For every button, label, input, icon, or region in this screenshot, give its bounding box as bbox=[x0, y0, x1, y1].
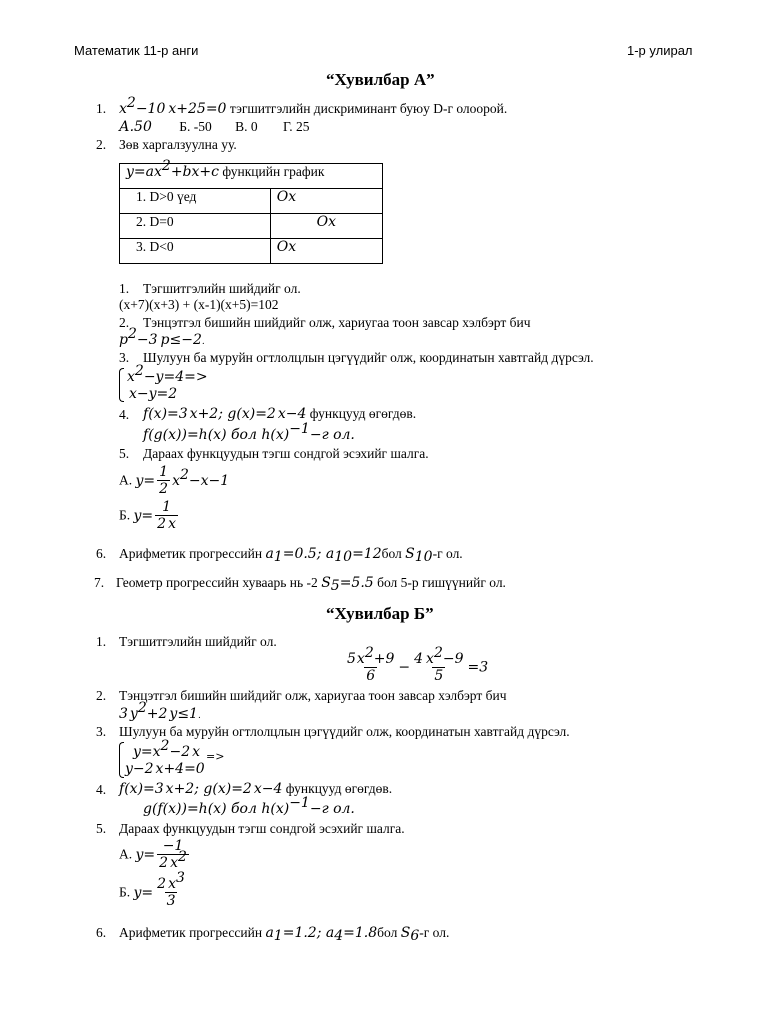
a-q1-line bbox=[119, 95, 508, 117]
a-q1-option-d: Г. 25 bbox=[283, 119, 310, 134]
a-q6-bol: бол bbox=[381, 546, 402, 561]
a-s4-functions: f(x)=3 x+2; g(x)=2 x−4 bbox=[143, 406, 307, 422]
term-header: 1-р улирал bbox=[627, 43, 693, 58]
a-s1-number: 1. bbox=[119, 281, 130, 296]
a-s3-brace bbox=[119, 368, 124, 402]
a-q6-line bbox=[119, 546, 463, 565]
a-s5-option-b bbox=[119, 499, 180, 532]
b-q3-text: Шулуун ба муруйн огтлолцлын цэгүүдийг олж, координатын хавтгайд дүрсэл. bbox=[119, 724, 570, 739]
a-s4-line bbox=[143, 406, 416, 422]
b-q6-text: Арифметик прогрессийн bbox=[119, 925, 263, 940]
b-q2-inequality: 3 $y^2+2$ y≤1. bbox=[119, 700, 201, 722]
b-q4-number: 4. bbox=[96, 782, 107, 797]
a-q7-line bbox=[116, 575, 506, 594]
a-q1-number: 1. bbox=[96, 101, 107, 116]
b-q6-number: 6. bbox=[96, 925, 107, 940]
a-s4-number: 4. bbox=[119, 407, 130, 422]
b-q3-number: 3. bbox=[96, 724, 107, 739]
a-q7-tail: бол 5-р гишүүнийг ол. bbox=[377, 575, 506, 590]
a-s5-option-a bbox=[119, 464, 229, 497]
b-q5-option-a-label: А. bbox=[119, 846, 133, 862]
table-cell-value: Ox bbox=[270, 239, 382, 264]
a-q2-text: Зөв харгалзуулна уу. bbox=[119, 137, 237, 152]
a-q6-values: $a_1=0.5$; $a_{10}=12$ bbox=[265, 546, 382, 565]
a-s4-bol: бол bbox=[230, 427, 257, 443]
b-q6-tail: -г ол. bbox=[419, 925, 450, 940]
a-s2-inequality: $p^2-3$ p≤−2. bbox=[119, 326, 205, 348]
a-q6-text: Арифметик прогрессийн bbox=[119, 546, 263, 561]
b-q2-text: Тэнцэтгэл бишийн шийдийг олж, хариугаа тоон завсар хэлбэрт бич bbox=[119, 688, 507, 703]
table-cell-label: 3. D<0 bbox=[120, 239, 271, 264]
b-q6-sum: $S_6$ bbox=[400, 925, 420, 944]
a-q6-sum: $S_{10}$ bbox=[405, 546, 433, 565]
table-cell-value: Ox bbox=[270, 189, 382, 214]
a-s4-text: функцууд өгөгдөв. bbox=[309, 406, 417, 421]
b-q5-option-a bbox=[119, 838, 191, 871]
table-header-text: функцийн график bbox=[222, 164, 325, 179]
b-q4-line bbox=[119, 781, 392, 797]
a-q1-text: тэгшитгэлийн дискриминант буюу D-г олоорой. bbox=[229, 101, 508, 116]
b-q4-functions: f(x)=3 x+2; g(x)=2 x−4 bbox=[119, 781, 283, 797]
a-q1-option-b: Б. -50 bbox=[179, 119, 212, 134]
a-s5-function-a: y= $\frac{1}{2}$ $x^2-x-1$ bbox=[135, 464, 230, 497]
b-q5-function-b: y= $\frac{2 x^3}{3}$ bbox=[133, 870, 185, 909]
a-s1-text: Тэгшитгэлийн шийдийг ол. bbox=[143, 281, 301, 296]
variant-b-title: “Хувилбар Б” bbox=[326, 604, 434, 623]
a-s3-eq1: $x^2-y=4=>$ bbox=[127, 363, 208, 385]
a-s4-composition: f(g(x))=h(x) бол $h(x)^{-1}-г$ ол. bbox=[143, 421, 355, 443]
a-q1-equation: $x^2-10$ x+25=0 bbox=[119, 95, 227, 117]
table-row bbox=[120, 214, 383, 239]
b-q3-eq2: y−2 x+4=0 bbox=[125, 761, 205, 777]
a-s5-option-b-label: Б. bbox=[119, 507, 131, 523]
subject-header: Математик 11-р анги bbox=[74, 43, 199, 58]
table-header-row bbox=[120, 164, 383, 189]
b-q5-number: 5. bbox=[96, 821, 107, 836]
a-s2-number: 2. bbox=[119, 315, 130, 330]
b-q4-bol: бол bbox=[230, 801, 257, 817]
table-row bbox=[120, 239, 383, 264]
b-q5-text: Дараах функцуудын тэгш сондгой эсэхийг шалга. bbox=[119, 821, 405, 836]
a-s3-number: 3. bbox=[119, 350, 130, 365]
table-header-cell bbox=[120, 158, 383, 189]
a-q1-option-a: А.50 bbox=[119, 119, 152, 135]
a-s1-equation: (x+7)(x+3) + (x-1)(x+5)=102 bbox=[119, 297, 279, 312]
table-cell-value: Ox bbox=[270, 214, 382, 239]
a-q2-number: 2. bbox=[96, 137, 107, 152]
a-q7-number: 7. bbox=[94, 575, 105, 590]
a-q6-number: 6. bbox=[96, 546, 107, 561]
table-row bbox=[120, 189, 383, 214]
b-q1-number: 1. bbox=[96, 634, 107, 649]
a-s5-option-a-label: А. bbox=[119, 472, 133, 488]
table-cell-label: 1. D>0 үед bbox=[120, 189, 271, 214]
a-s5-text: Дараах функцуудын тэгш сондгой эсэхийг шалга. bbox=[143, 446, 429, 461]
b-q5-option-b-label: Б. bbox=[119, 884, 131, 900]
variant-a-title: “Хувилбар А” bbox=[326, 70, 435, 89]
b-q2-number: 2. bbox=[96, 688, 107, 703]
a-q1-option-c: В. 0 bbox=[235, 119, 258, 134]
b-q5-function-a: y= $\frac{-1}{2 x^2}$ bbox=[135, 838, 187, 871]
b-q6-line bbox=[119, 925, 450, 944]
table-cell-label: 2. D=0 bbox=[120, 214, 271, 239]
b-q3-eq1: $y=x^2-2$ x $_{=>}$ bbox=[133, 738, 225, 763]
quadratic-function: $y=ax^2+bx+c$ bbox=[126, 158, 219, 180]
a-q7-sum: $S_5=5.5$ bbox=[321, 575, 374, 594]
b-q4-text: функцууд өгөгдөв. bbox=[285, 781, 393, 796]
a-s3-eq2: x−y=2 bbox=[129, 386, 178, 402]
b-q6-bol: бол bbox=[377, 925, 398, 940]
b-q6-values: $a_1=1.2$; $a_4=1.8$ bbox=[265, 925, 378, 944]
matching-table bbox=[119, 158, 383, 264]
b-q4-gol: г ол. bbox=[321, 801, 355, 817]
a-s5-function-b: y= $\frac{1}{2 x}$ bbox=[133, 499, 176, 532]
a-q7-text: Геометр прогрессийн хуваарь нь -2 bbox=[116, 575, 318, 590]
a-s3-text: Шулуун ба муруйн огтлолцлын цэгүүдийг олж, координатын хавтгайд дүрсэл. bbox=[143, 350, 594, 365]
a-q6-tail: -г ол. bbox=[432, 546, 463, 561]
b-q4-composition: g(f(x))=h(x) бол $h(x)^{-1}-г$ ол. bbox=[143, 795, 355, 817]
a-s5-number: 5. bbox=[119, 446, 130, 461]
b-q3-brace bbox=[119, 742, 124, 778]
a-q1-options bbox=[119, 119, 310, 135]
b-q1-text: Тэгшитгэлийн шийдийг ол. bbox=[119, 634, 277, 649]
b-q5-option-b bbox=[119, 870, 189, 909]
a-s4-gol: г ол. bbox=[321, 427, 355, 443]
a-s2-text: Тэнцэтгэл бишийн шийдийг олж, хариугаа тоон завсар хэлбэрт бич bbox=[143, 315, 531, 330]
b-q1-equation: $\frac{5x^2+9}{6}$ − $\frac{4 x^2-9}{5}$ =3 bbox=[347, 645, 489, 684]
